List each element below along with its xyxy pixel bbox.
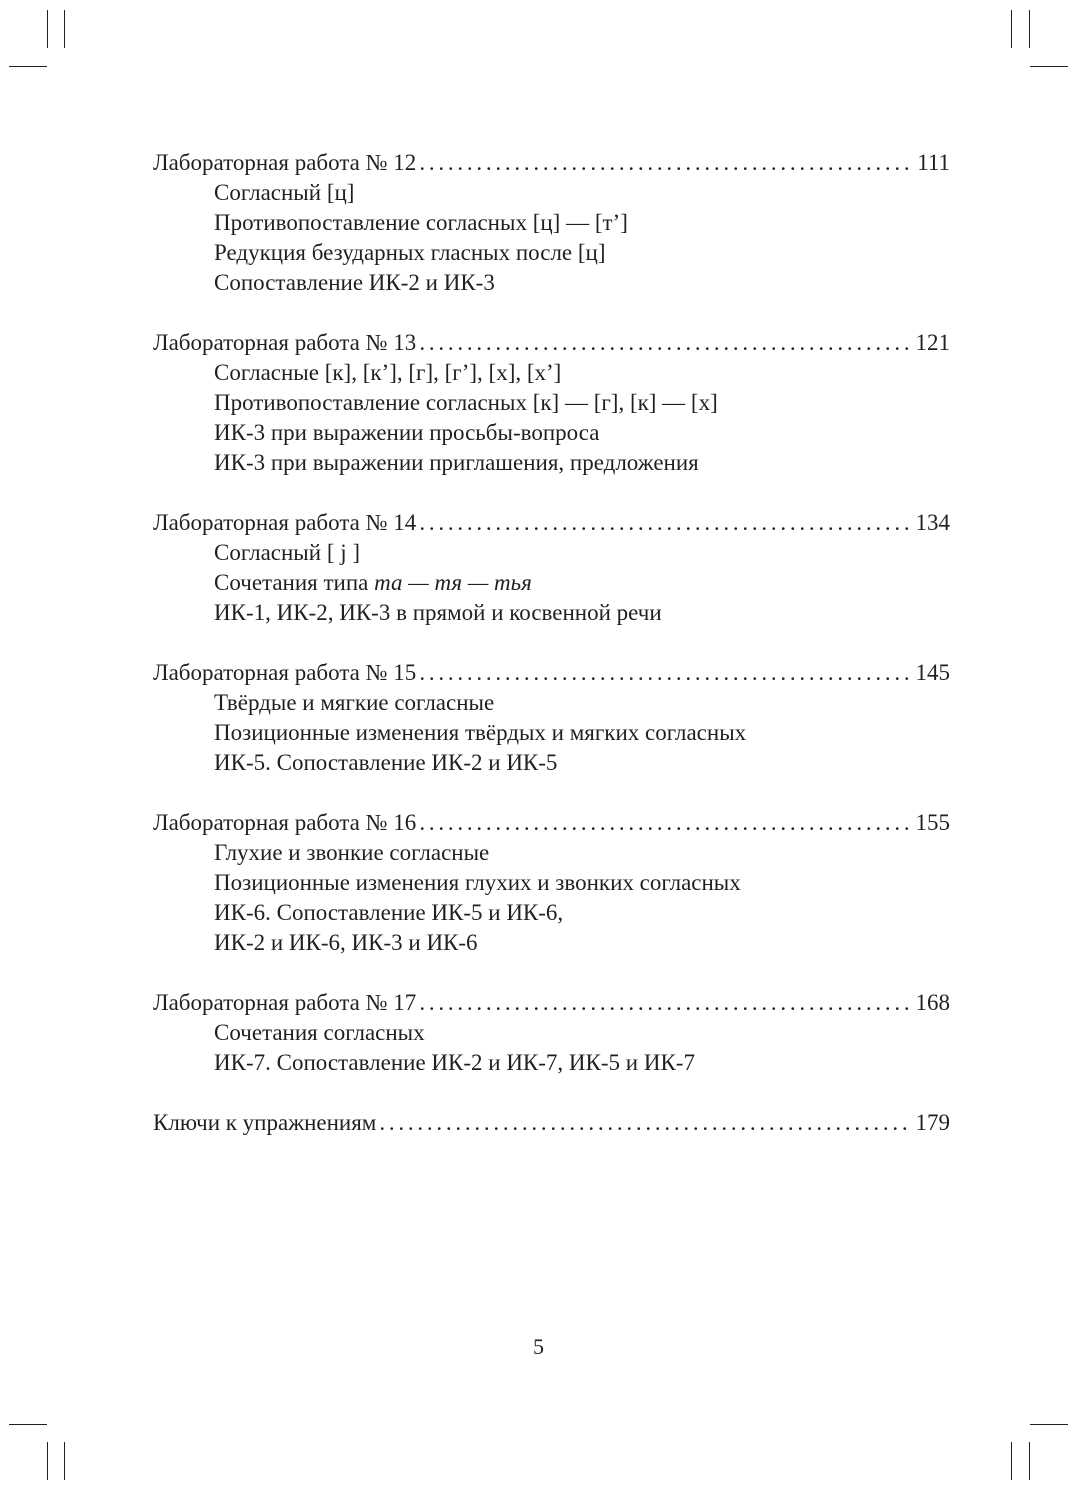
crop-mark xyxy=(64,10,65,48)
crop-mark xyxy=(9,1424,47,1425)
crop-mark xyxy=(1011,10,1012,48)
toc-subitem: ИК-1, ИК-2, ИК-3 в прямой и косвенной речи xyxy=(214,600,662,625)
toc-subitem: Глухие и звонкие согласные xyxy=(214,840,490,865)
crop-mark xyxy=(1011,1442,1012,1480)
toc-entry[interactable] xyxy=(153,1108,950,1138)
toc-section-16 xyxy=(153,808,950,958)
toc-subitem: Согласные [к], [к’], [г], [г’], [х], [х’] xyxy=(214,360,562,385)
toc-subitem: ИК-7. Сопоставление ИК-2 и ИК-7, ИК-5 и ИК-7 xyxy=(214,1050,695,1075)
dot-leader xyxy=(419,808,912,838)
toc-subitem: Противопоставление согласных [к] — [г], [к] — [х] xyxy=(214,390,718,415)
toc-section-12 xyxy=(153,148,950,298)
crop-mark xyxy=(1029,1442,1030,1480)
toc-entry[interactable] xyxy=(153,328,950,358)
toc-entry-title: Ключи к упражнениям xyxy=(153,1110,377,1135)
toc-subitem: Сочетания согласных xyxy=(214,1020,425,1045)
crop-mark xyxy=(47,10,48,48)
toc-entry[interactable] xyxy=(153,988,950,1018)
toc-section-17 xyxy=(153,988,950,1078)
toc-entry[interactable] xyxy=(153,658,950,688)
dot-leader xyxy=(419,148,914,178)
toc-entry-title: Лабораторная работа № 14 xyxy=(153,510,417,535)
toc-section-13 xyxy=(153,328,950,478)
toc-subitem: Позиционные изменения глухих и звонких согласных xyxy=(214,870,741,895)
crop-mark xyxy=(1030,1424,1068,1425)
toc-entry-page: 145 xyxy=(915,660,950,685)
toc-subitem: ИК-6. Сопоставление ИК-5 и ИК-6, xyxy=(214,900,564,925)
toc-subitem: ИК-3 при выражении приглашения, предложения xyxy=(214,450,699,475)
toc-entry[interactable] xyxy=(153,808,950,838)
crop-mark xyxy=(64,1442,65,1480)
toc-entry-title: Лабораторная работа № 13 xyxy=(153,330,417,355)
page-number: 5 xyxy=(533,1334,544,1359)
crop-mark xyxy=(47,1442,48,1480)
toc-entry-page: 121 xyxy=(915,330,950,355)
toc-subitem-prefix: Сочетания типа xyxy=(214,570,369,595)
toc-section-15 xyxy=(153,658,950,778)
toc-entry-page: 111 xyxy=(917,150,950,175)
toc-entry-page: 134 xyxy=(915,510,950,535)
toc-entry-page: 155 xyxy=(915,810,950,835)
crop-mark xyxy=(9,66,47,67)
toc-entry-page: 168 xyxy=(915,990,950,1015)
toc-entry-title: Лабораторная работа № 12 xyxy=(153,150,417,175)
toc-subitem: ИК-3 при выражении просьбы-вопроса xyxy=(214,420,600,445)
crop-mark xyxy=(1029,10,1030,48)
dot-leader xyxy=(419,658,912,688)
toc-subitem: Твёрдые и мягкие согласные xyxy=(214,690,495,715)
toc-section-keys xyxy=(153,1108,950,1138)
toc-subitem: ИК-5. Сопоставление ИК-2 и ИК-5 xyxy=(214,750,558,775)
toc-subitem: Согласный [ j ] xyxy=(214,540,361,565)
toc-section-14 xyxy=(153,508,950,628)
toc-subitem: Согласный [ц] xyxy=(214,180,355,205)
table-of-contents xyxy=(153,148,950,1168)
toc-entry-title: Лабораторная работа № 15 xyxy=(153,660,417,685)
toc-subitem: Позиционные изменения твёрдых и мягких согласных xyxy=(214,720,747,745)
dot-leader xyxy=(419,988,912,1018)
toc-subitem xyxy=(153,568,950,598)
toc-subitem: Редукция безударных гласных после [ц] xyxy=(214,240,606,265)
toc-subitem: Противопоставление согласных [ц] — [т’] xyxy=(214,210,628,235)
toc-subitem-italic: та — тя — тья xyxy=(374,570,532,595)
toc-entry[interactable] xyxy=(153,508,950,538)
toc-entry-page: 179 xyxy=(915,1110,950,1135)
dot-leader xyxy=(379,1108,912,1138)
toc-entry[interactable] xyxy=(153,148,950,178)
crop-mark xyxy=(1030,66,1068,67)
toc-entry-title: Лабораторная работа № 17 xyxy=(153,990,417,1015)
toc-subitem: Сопоставление ИК-2 и ИК-3 xyxy=(214,270,495,295)
dot-leader xyxy=(419,328,912,358)
dot-leader xyxy=(419,508,912,538)
toc-entry-title: Лабораторная работа № 16 xyxy=(153,810,417,835)
toc-subitem: ИК-2 и ИК-6, ИК-3 и ИК-6 xyxy=(214,930,478,955)
